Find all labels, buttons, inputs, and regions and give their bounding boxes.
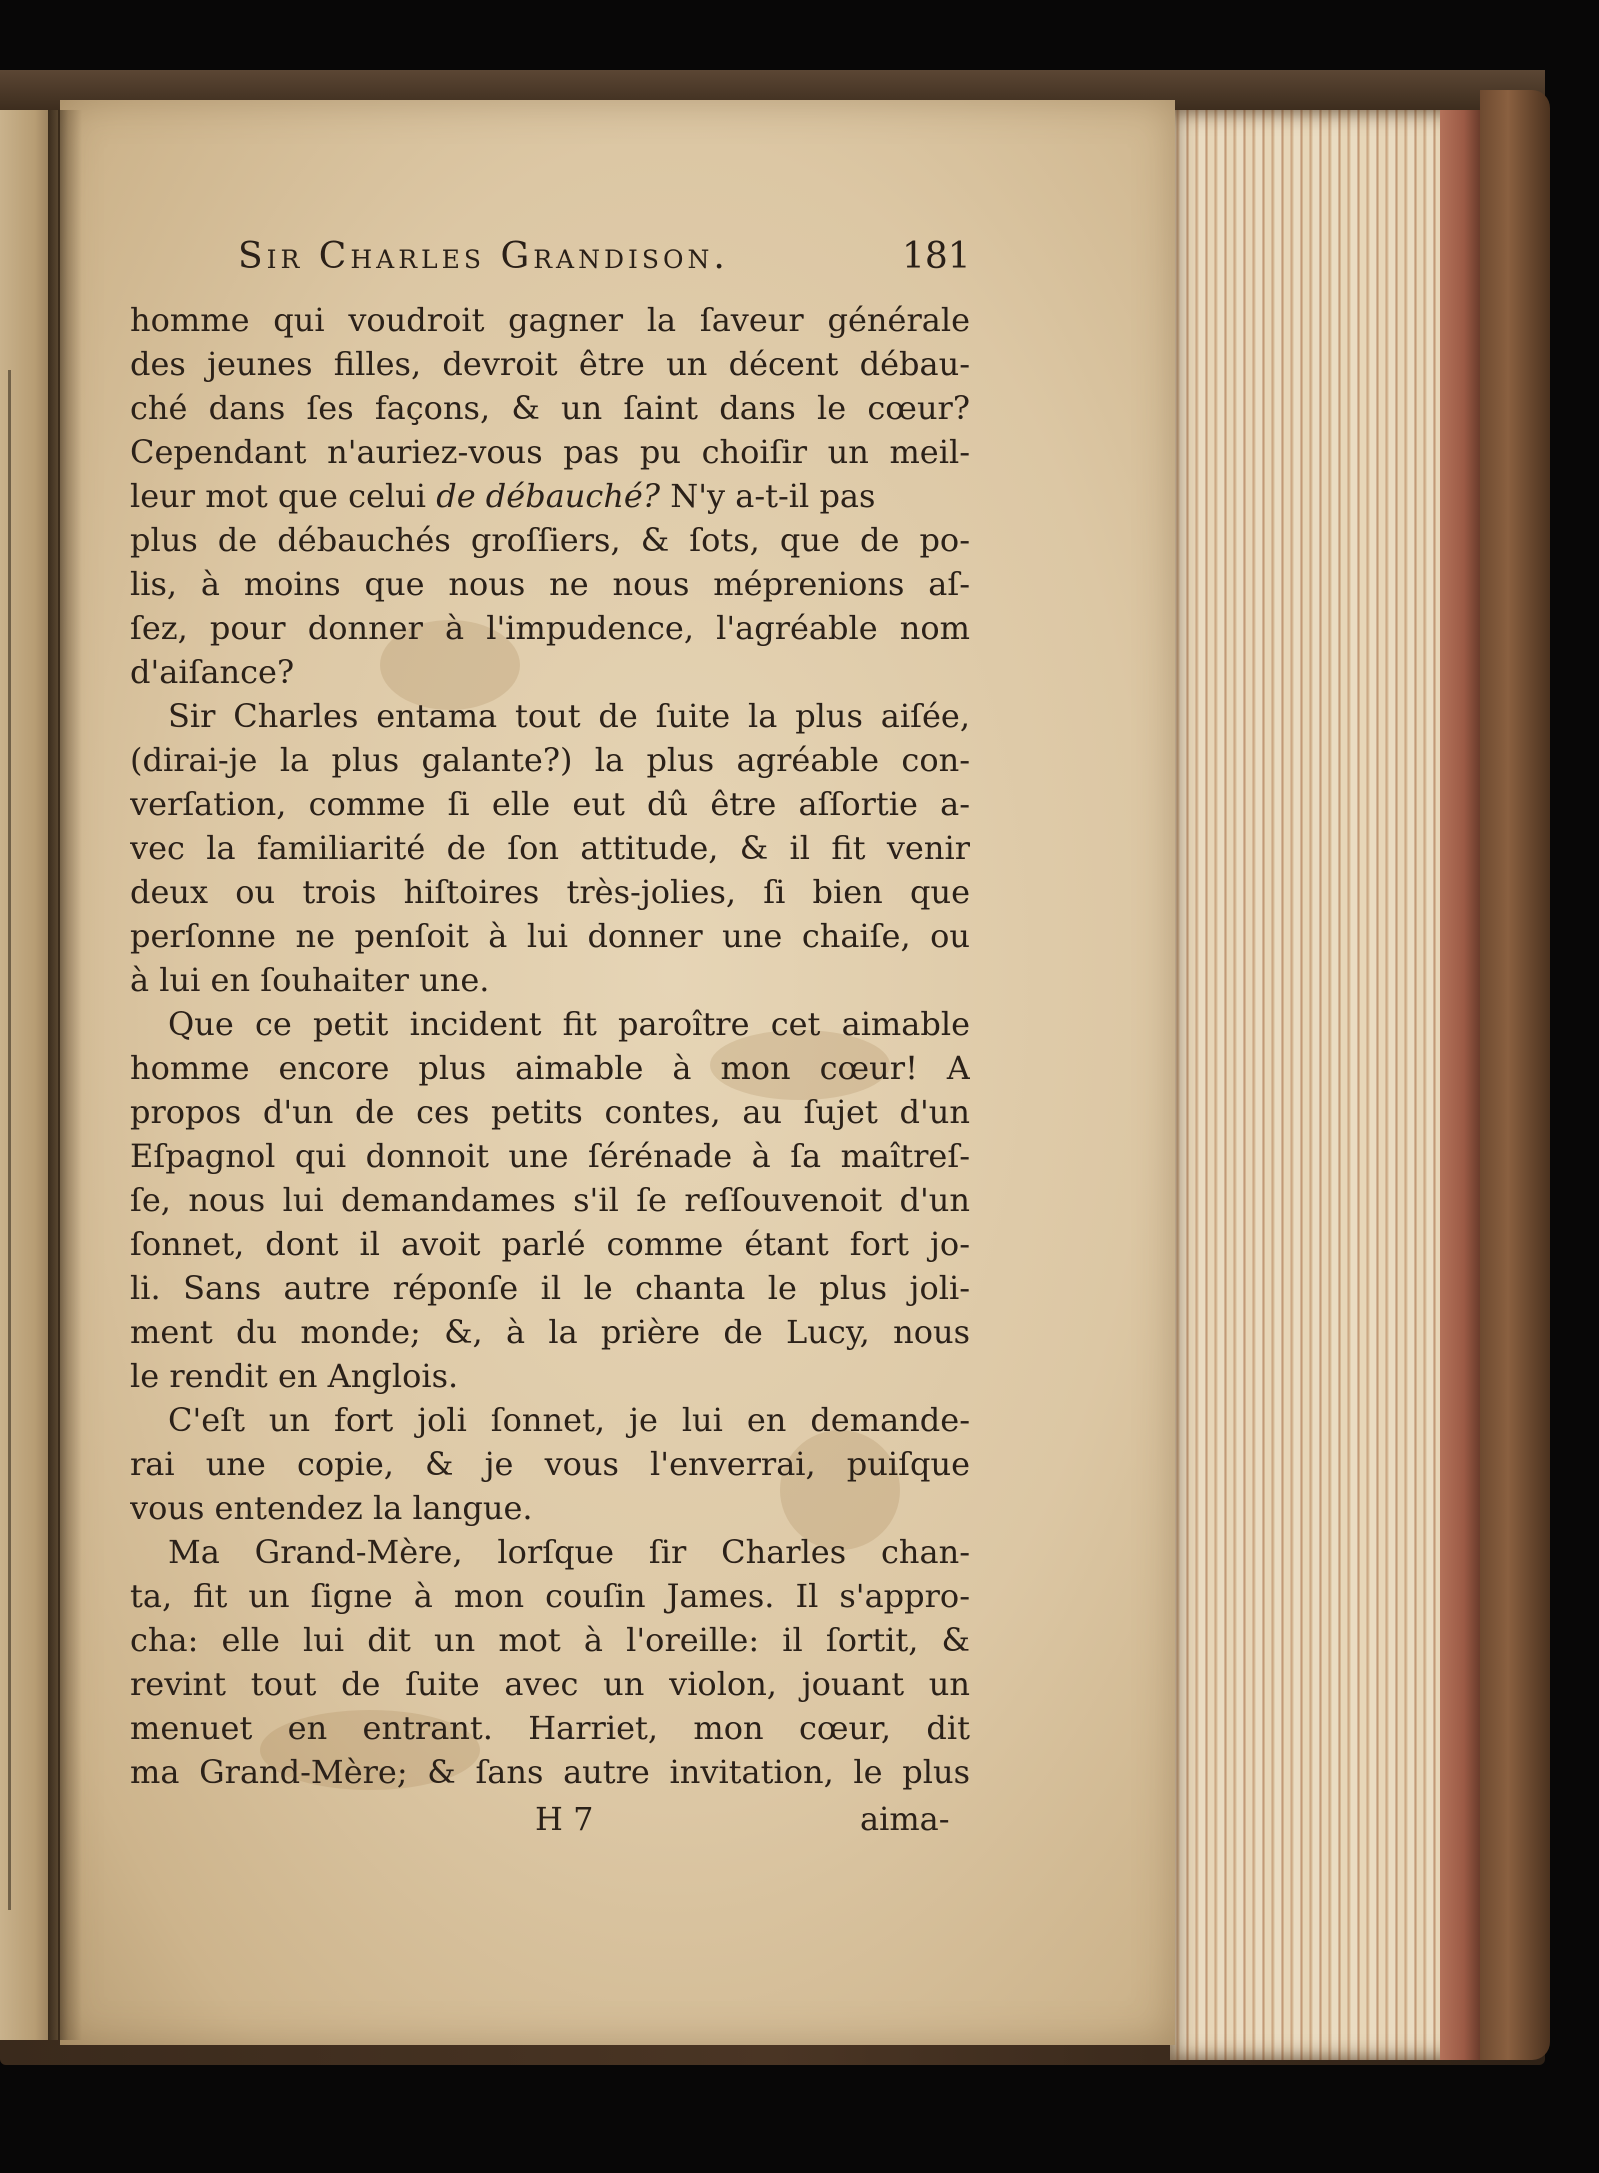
text-line: ſez, pour donner à l'impudence, l'agréable nom — [130, 609, 970, 647]
text-line: lis, à moins que nous ne nous méprenions aſ- — [130, 565, 970, 603]
text-line: revint tout de ſuite avec un violon, jouant un — [130, 1665, 970, 1703]
italic-text-run: de débauché? — [436, 477, 661, 515]
text-line: (dirai-je la plus galante?) la plus agréable con- — [130, 741, 970, 779]
text-line: ta, fit un ſigne à mon couſin James. Il s'appro- — [130, 1577, 970, 1615]
text-line: verſation, comme ſi elle eut dû être aſſortie a- — [130, 785, 970, 823]
text-line: à lui en ſouhaiter une. — [130, 961, 490, 999]
text-line: le rendit en Anglois. — [130, 1357, 459, 1395]
text-line: d'aiſance? — [130, 653, 295, 691]
text-line: deux ou trois hiſtoires très-jolies, ſi bien que — [130, 873, 970, 911]
page-gutter-shadow — [48, 110, 82, 2040]
text-run: leur mot que celui — [130, 477, 427, 515]
text-line: des jeunes filles, devroit être un décent débau- — [130, 345, 970, 383]
text-line: Ma Grand-Mère, lorſque ſir Charles chan- — [168, 1533, 970, 1571]
text-line: cha: elle lui dit un mot à l'oreille: il ſortit, & — [130, 1621, 970, 1659]
text-line: homme encore plus aimable à mon cœur! A — [130, 1049, 970, 1087]
text-line: Que ce petit incident fit paroître cet aimable — [168, 1005, 970, 1043]
text-run: N'y a-t-il pas — [670, 477, 876, 515]
text-line: ma Grand-Mère; & ſans autre invitation, le plus — [130, 1753, 970, 1791]
text-line: ment du monde; &, à la prière de Lucy, nous — [130, 1313, 970, 1351]
text-line: li. Sans autre réponſe il le chanta le plus joli- — [130, 1269, 970, 1307]
text-line: Cependant n'auriez-vous pas pu choiſir un meil- — [130, 433, 970, 471]
text-line: ſonnet, dont il avoit parlé comme étant fort jo- — [130, 1225, 970, 1263]
text-line: ſe, nous lui demandames s'il ſe reſſouvenoit d'un — [130, 1181, 970, 1219]
red-sprinkled-edge — [1440, 110, 1480, 2060]
text-line: C'eſt un fort joli ſonnet, je lui en demande- — [168, 1401, 970, 1439]
text-line: rai une copie, & je vous l'enverrai, puiſque — [130, 1445, 970, 1483]
page-number: 181 — [902, 236, 971, 277]
book-spine-edge — [1480, 90, 1550, 2060]
text-line: ché dans ſes façons, & un ſaint dans le cœur? — [130, 389, 970, 427]
text-line: Sir Charles entama tout de ſuite la plus aiſée, — [168, 697, 970, 735]
text-line — [130, 474, 970, 518]
signature-mark: H 7 — [535, 1800, 594, 1838]
page-fore-edge — [1170, 110, 1480, 2060]
text-line: perſonne ne penſoit à lui donner une chaiſe, ou — [130, 917, 970, 955]
running-head: Sir Charles Grandison. — [238, 236, 729, 277]
text-line: propos d'un de ces petits contes, au ſujet d'un — [130, 1093, 970, 1131]
text-line: menuet en entrant. Harriet, mon cœur, dit — [130, 1709, 970, 1747]
text-line: vous entendez la langue. — [130, 1489, 533, 1527]
catchword: aima- — [860, 1800, 950, 1838]
text-line: Eſpagnol qui donnoit une ſérénade à ſa maîtreſ- — [130, 1137, 970, 1175]
text-line: plus de débauchés groſſiers, & ſots, que de po- — [130, 521, 970, 559]
left-page-rule — [8, 370, 11, 1910]
text-line: vec la familiarité de ſon attitude, & il fit venir — [130, 829, 970, 867]
text-line: homme qui voudroit gagner la ſaveur générale — [130, 301, 970, 339]
